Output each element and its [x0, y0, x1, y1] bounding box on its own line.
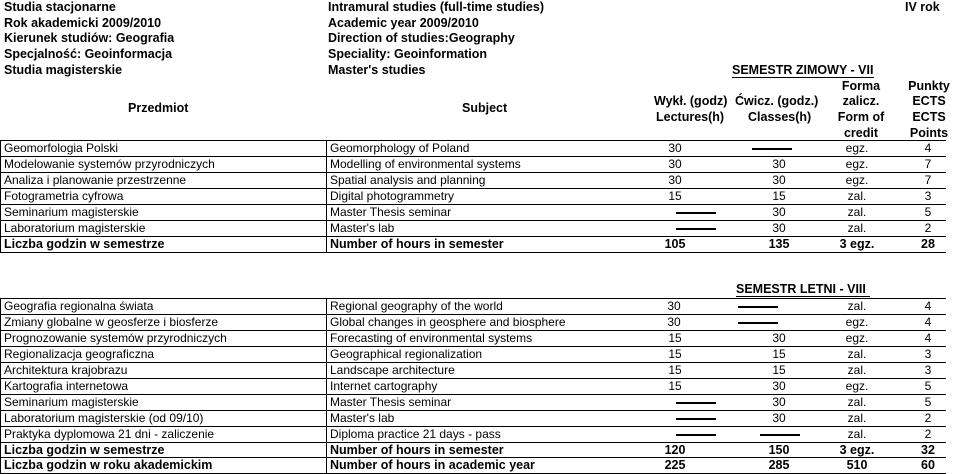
table-row	[0, 140, 946, 156]
credit-form: zal.	[847, 299, 867, 313]
col-przedmiot: Przedmiot	[128, 101, 189, 115]
table-row	[0, 394, 946, 410]
subject-pl: Laboratorium magisterskie (od 09/10)	[4, 411, 204, 425]
col-points-3: ECTS	[912, 110, 946, 124]
total-exams: 3 egz.	[839, 443, 875, 457]
col-classes-en: Classes(h)	[748, 110, 812, 124]
subject-en: Spatial analysis and planning	[330, 173, 486, 187]
subject-pl: Seminarium magisterskie	[4, 205, 139, 219]
grid-line	[326, 298, 327, 474]
ects-points: 3	[924, 189, 932, 203]
total-hours: 510	[846, 458, 868, 472]
header-mid-line: Master's studies	[328, 63, 426, 77]
subject-pl: Prognozowanie systemów przyrodniczych	[4, 331, 227, 345]
header-left-line: Studia magisterskie	[4, 63, 123, 77]
winter-total-row	[0, 236, 946, 252]
grid-line	[0, 330, 946, 331]
header-mid-line: Academic year 2009/2010	[328, 16, 479, 30]
table-row	[0, 378, 946, 394]
grid-line	[0, 204, 946, 205]
col-points-2: ECTS	[912, 94, 946, 108]
total-classes: 285	[768, 458, 790, 472]
subject-pl: Praktyka dyplomowa 21 dni - zaliczenie	[4, 427, 215, 441]
grid-line	[0, 236, 946, 237]
credit-form: zal.	[847, 363, 867, 377]
header-left-line: Studia stacjonarne	[4, 0, 116, 14]
subject-en: Global changes in geosphere and biosphere	[330, 315, 566, 329]
subject-pl: Geomorfologia Polski	[4, 141, 119, 155]
ects-points: 4	[924, 141, 932, 155]
ects-points: 5	[924, 205, 932, 219]
grid-line	[326, 140, 327, 253]
col-points-1: Punkty	[908, 79, 950, 93]
summer-title-underline	[736, 296, 870, 297]
col-subject: Subject	[462, 101, 508, 115]
subject-en: Geographical regionalization	[330, 347, 483, 361]
grid-line	[0, 346, 946, 347]
total-label-en: Number of hours in semester	[330, 443, 504, 457]
grid-line	[0, 362, 946, 363]
table-row	[0, 362, 946, 378]
total-ects: 32	[921, 443, 935, 457]
table-row	[0, 426, 946, 442]
classes-hours: 15	[772, 347, 786, 361]
subject-en: Landscape architecture	[330, 363, 455, 377]
dash-classes	[752, 148, 792, 150]
header-left-line: Specjalność: Geoinformacja	[4, 47, 173, 61]
table-row	[0, 346, 946, 362]
header-mid-line: Speciality: Geoinformation	[328, 47, 488, 61]
grid-line	[0, 378, 946, 379]
credit-form: zal.	[847, 411, 867, 425]
ects-points: 2	[924, 411, 932, 425]
grid-line	[0, 172, 946, 173]
subject-en: Regional geography of the world	[330, 299, 503, 313]
table-row	[0, 220, 946, 236]
credit-form: egz.	[845, 379, 869, 393]
subject-pl: Laboratorium magisterskie	[4, 221, 146, 235]
ects-points: 4	[924, 315, 932, 329]
grid-line	[0, 298, 1, 474]
subject-pl: Kartografia internetowa	[4, 379, 129, 393]
grid-line	[0, 140, 1, 253]
classes-hours: 15	[772, 363, 786, 377]
table-row	[0, 172, 946, 188]
credit-form: zal.	[847, 427, 867, 441]
header-left-line: Kierunek studiów: Geografia	[4, 31, 175, 45]
summer-semester-title: SEMESTR LETNI - VIII	[736, 282, 866, 296]
lectures-hours: 15	[668, 363, 682, 377]
credit-form: zal.	[847, 221, 867, 235]
ects-points: 3	[924, 363, 932, 377]
credit-form: egz.	[845, 173, 869, 187]
col-form-4: credit	[843, 126, 879, 140]
subject-pl: Analiza i planowanie przestrzenne	[4, 173, 187, 187]
total-label-pl: Liczba godzin w semestrze	[4, 237, 165, 251]
dash-lectures	[676, 212, 716, 214]
year-label: IV rok	[905, 0, 940, 14]
ects-points: 7	[924, 157, 932, 171]
table-row	[0, 298, 946, 314]
classes-hours: 30	[772, 205, 786, 219]
header-left-line: Rok akademicki 2009/2010	[4, 16, 162, 30]
grid-line	[0, 314, 946, 315]
col-form-1: Forma	[841, 79, 881, 93]
col-points-4: Points	[909, 126, 949, 140]
grid-line	[0, 442, 946, 443]
subject-en: Internet cartography	[330, 379, 438, 393]
subject-pl: Zmiany globalne w geosferze i biosferze	[4, 315, 219, 329]
header-mid-line: Direction of studies:Geography	[328, 31, 515, 45]
classes-hours: 30	[772, 157, 786, 171]
table-row	[0, 204, 946, 220]
lectures-hours: 15	[668, 379, 682, 393]
subject-pl: Seminarium magisterskie	[4, 395, 139, 409]
total-exams: 3 egz.	[839, 237, 875, 251]
subject-en: Forecasting of environmental systems	[330, 331, 533, 345]
ects-points: 4	[924, 299, 932, 313]
subject-pl: Architektura krajobrazu	[4, 363, 128, 377]
credit-form: zal.	[847, 205, 867, 219]
header-mid-line: Intramural studies (full-time studies)	[328, 0, 545, 14]
ects-points: 7	[924, 173, 932, 187]
grid-line	[0, 188, 946, 189]
dash-classes	[738, 306, 778, 308]
ects-points: 3	[924, 347, 932, 361]
total-label-pl: Liczba godzin w semestrze	[4, 443, 165, 457]
col-classes-pl: Ćwicz. (godz.)	[735, 94, 819, 108]
dash-lectures	[676, 402, 716, 404]
dash-classes	[760, 434, 800, 436]
total-lectures: 105	[664, 237, 686, 251]
subject-pl: Fotogrametria cyfrowa	[4, 189, 124, 203]
credit-form: zal.	[847, 189, 867, 203]
table-row	[0, 188, 946, 204]
total-ects: 60	[921, 458, 935, 472]
dash-lectures	[676, 434, 716, 436]
subject-en: Master's lab	[330, 221, 395, 235]
ects-points: 4	[924, 331, 932, 345]
col-form-2: zalicz.	[842, 94, 880, 108]
classes-hours: 15	[772, 189, 786, 203]
year-total-row	[0, 457, 946, 473]
classes-hours: 30	[772, 379, 786, 393]
lectures-hours: 30	[668, 173, 682, 187]
total-classes: 150	[768, 443, 790, 457]
lectures-hours: 30	[668, 141, 682, 155]
total-label-pl: Liczba godzin w roku akademickim	[4, 458, 213, 472]
table-row	[0, 156, 946, 172]
subject-pl: Modelowanie systemów przyrodniczych	[4, 157, 215, 171]
subject-pl: Regionalizacja geograficzna	[4, 347, 155, 361]
total-ects: 28	[921, 237, 935, 251]
grid-line	[0, 140, 946, 141]
lectures-hours: 30	[668, 157, 682, 171]
grid-line	[0, 426, 946, 427]
table-row	[0, 410, 946, 426]
lectures-hours: 30	[667, 299, 681, 313]
credit-form: egz.	[845, 315, 869, 329]
classes-hours: 30	[772, 331, 786, 345]
subject-en: Modelling of environmental systems	[330, 157, 521, 171]
ects-points: 2	[924, 427, 932, 441]
total-lectures: 120	[664, 443, 686, 457]
credit-form: zal.	[847, 395, 867, 409]
lectures-hours: 15	[668, 189, 682, 203]
grid-line	[0, 156, 946, 157]
ects-points: 2	[924, 221, 932, 235]
ects-points: 5	[924, 395, 932, 409]
total-label-en: Number of hours in semester	[330, 237, 504, 251]
grid-line	[0, 220, 946, 221]
winter-semester-title: SEMESTR ZIMOWY - VII	[732, 63, 874, 77]
ects-points: 5	[924, 379, 932, 393]
credit-form: egz.	[845, 157, 869, 171]
credit-form: egz.	[845, 141, 869, 155]
classes-hours: 30	[772, 221, 786, 235]
classes-hours: 30	[772, 395, 786, 409]
subject-en: Master's lab	[330, 411, 395, 425]
subject-pl: Geografia regionalna świata	[4, 299, 154, 313]
credit-form: zal.	[847, 347, 867, 361]
lectures-hours: 30	[667, 315, 681, 329]
col-form-3: Form of	[837, 110, 885, 124]
subject-en: Geomorphology of Poland	[330, 141, 470, 155]
col-lectures-pl: Wykł. (godz)	[654, 94, 728, 108]
col-lectures-en: Lectures(h)	[656, 110, 725, 124]
grid-line	[0, 457, 946, 458]
credit-form: egz.	[845, 331, 869, 345]
lectures-hours: 15	[668, 331, 682, 345]
grid-line	[0, 410, 946, 411]
subject-en: Master Thesis seminar	[330, 395, 452, 409]
grid-line	[0, 394, 946, 395]
subject-en: Diploma practice 21 days - pass	[330, 427, 501, 441]
classes-hours: 30	[772, 411, 786, 425]
table-row	[0, 330, 946, 346]
grid-line	[0, 298, 946, 299]
summer-total-row	[0, 442, 946, 458]
total-classes: 135	[768, 237, 790, 251]
total-label-en: Number of hours in academic year	[330, 458, 535, 472]
subject-en: Digital photogrammetry	[330, 189, 455, 203]
lectures-hours: 15	[668, 347, 682, 361]
subject-en: Master Thesis seminar	[330, 205, 452, 219]
dash-lectures	[676, 418, 716, 420]
classes-hours: 30	[772, 173, 786, 187]
table-row	[0, 314, 946, 330]
winter-title-underline	[732, 77, 874, 78]
dash-lectures	[676, 228, 716, 230]
total-lectures: 225	[664, 458, 686, 472]
grid-line	[0, 252, 946, 253]
dash-classes	[738, 322, 778, 324]
